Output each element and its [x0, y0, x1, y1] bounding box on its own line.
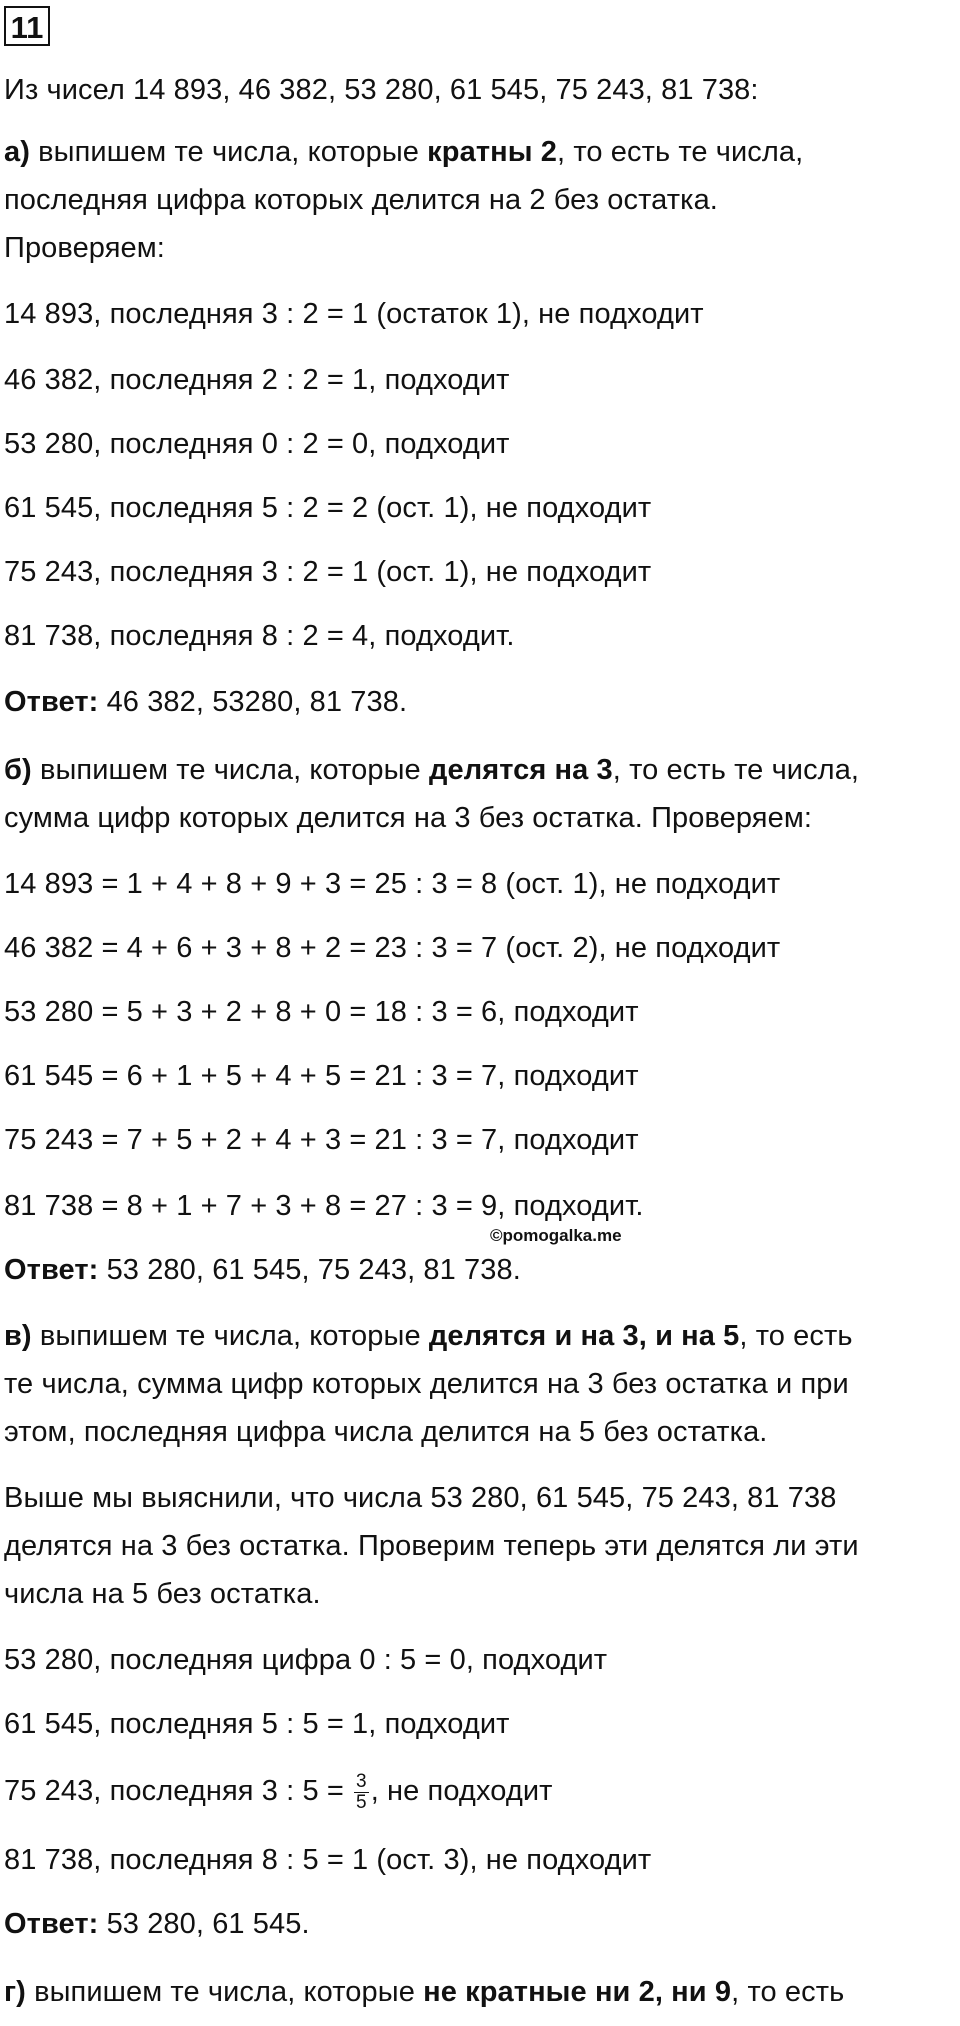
part-v-check: 61 545, последняя 5 : 5 = 1, подходит — [4, 1708, 510, 1740]
answer-value: 46 382, 53280, 81 738. — [98, 686, 408, 718]
part-g-text1: выпишем те числа, которые — [25, 1976, 424, 2008]
part-v-para-line: числа на 5 без остатка. — [4, 1578, 321, 1610]
part-v-check: 81 738, последняя 8 : 5 = 1 (ост. 3), не подходит — [4, 1844, 652, 1876]
part-b-check: 81 738 = 8 + 1 + 7 + 3 + 8 = 27 : 3 = 9, подходит. — [4, 1190, 644, 1222]
part-a-heading — [4, 134, 803, 170]
part-v-bold: делятся и на 3, и на 5 — [428, 1320, 740, 1352]
part-v-label: в) — [4, 1320, 32, 1352]
part-v-text2: , то есть — [739, 1320, 853, 1352]
part-v-para-line: делятся на 3 без остатка. Проверим теперь эти делятся ли эти — [4, 1530, 859, 1562]
part-b-bold: делятся на 3 — [428, 754, 613, 786]
part-a-check: 46 382, последняя 2 : 2 = 1, подходит — [4, 364, 510, 396]
part-b-heading — [4, 752, 859, 788]
part-a-check: 53 280, последняя 0 : 2 = 0, подходит — [4, 428, 510, 460]
part-a-check: 75 243, последняя 3 : 2 = 1 (ост. 1), не подходит — [4, 556, 652, 588]
part-a-check: 61 545, последняя 5 : 2 = 2 (ост. 1), не подходит — [4, 492, 652, 524]
check-text: , не подходит — [370, 1775, 553, 1808]
part-a-line2: последняя цифра которых делится на 2 без остатка. — [4, 184, 718, 216]
fraction-numerator: 3 — [356, 1771, 367, 1792]
problem-number-box: 11 — [4, 6, 50, 46]
part-v-line2: те числа, сумма цифр которых делится на 3 без остатка и при — [4, 1368, 849, 1400]
part-b-text2: , то есть те числа, — [612, 754, 860, 786]
part-v-para-line: Выше мы выяснили, что числа 53 280, 61 545, 75 243, 81 738 — [4, 1482, 837, 1514]
part-v-check: 53 280, последняя цифра 0 : 5 = 0, подходит — [4, 1644, 608, 1676]
part-v-check-fraction — [4, 1772, 553, 1813]
part-a-line3: Проверяем: — [4, 232, 165, 264]
part-b-text1: выпишем те числа, которые — [31, 754, 429, 786]
part-a-bold: кратны 2 — [427, 136, 557, 168]
part-v-line3: этом, последняя цифра числа делится на 5 без остатка. — [4, 1416, 768, 1448]
answer-label: Ответ: — [4, 686, 99, 718]
part-a-check: 81 738, последняя 8 : 2 = 4, подходит. — [4, 620, 515, 652]
answer-label: Ответ: — [4, 1908, 99, 1940]
part-b-line2: сумма цифр которых делится на 3 без остатка. Проверяем: — [4, 802, 813, 834]
part-g-text2: , то есть — [731, 1976, 845, 2008]
part-g-heading — [4, 1974, 844, 2010]
check-text: 75 243, последняя 3 : 5 = — [4, 1775, 353, 1808]
fraction-denominator: 5 — [356, 1792, 367, 1813]
part-a-label: а) — [4, 136, 30, 168]
answer-value: 53 280, 61 545. — [98, 1908, 310, 1940]
part-v-heading — [4, 1318, 853, 1354]
part-a-text2: , то есть те числа, — [557, 136, 804, 168]
answer-value: 53 280, 61 545, 75 243, 81 738. — [98, 1254, 521, 1286]
watermark: ©pomogalka.me — [490, 1226, 622, 1245]
part-v-text1: выпишем те числа, которые — [31, 1320, 429, 1352]
part-b-check: 46 382 = 4 + 6 + 3 + 8 + 2 = 23 : 3 = 7 (ост. 2), не подходит — [4, 932, 781, 964]
part-g-label: г) — [4, 1976, 26, 2008]
part-b-check: 75 243 = 7 + 5 + 2 + 4 + 3 = 21 : 3 = 7, подходит — [4, 1124, 639, 1156]
intro-line: Из чисел 14 893, 46 382, 53 280, 61 545, 75 243, 81 738: — [4, 74, 759, 106]
part-b-answer — [4, 1252, 521, 1288]
part-g-bold: не кратные ни 2, ни 9 — [423, 1976, 732, 2008]
part-a-answer — [4, 684, 407, 720]
part-a-text1: выпишем те числа, которые — [30, 136, 428, 168]
part-b-check: 53 280 = 5 + 3 + 2 + 8 + 0 = 18 : 3 = 6, подходит — [4, 996, 639, 1028]
part-b-check: 61 545 = 6 + 1 + 5 + 4 + 5 = 21 : 3 = 7, подходит — [4, 1060, 639, 1092]
part-b-label: б) — [4, 754, 32, 786]
part-v-answer — [4, 1906, 310, 1942]
fraction — [354, 1772, 369, 1813]
answer-label: Ответ: — [4, 1254, 99, 1286]
part-b-check: 14 893 = 1 + 4 + 8 + 9 + 3 = 25 : 3 = 8 (ост. 1), не подходит — [4, 868, 781, 900]
part-a-check: 14 893, последняя 3 : 2 = 1 (остаток 1), не подходит — [4, 298, 704, 330]
